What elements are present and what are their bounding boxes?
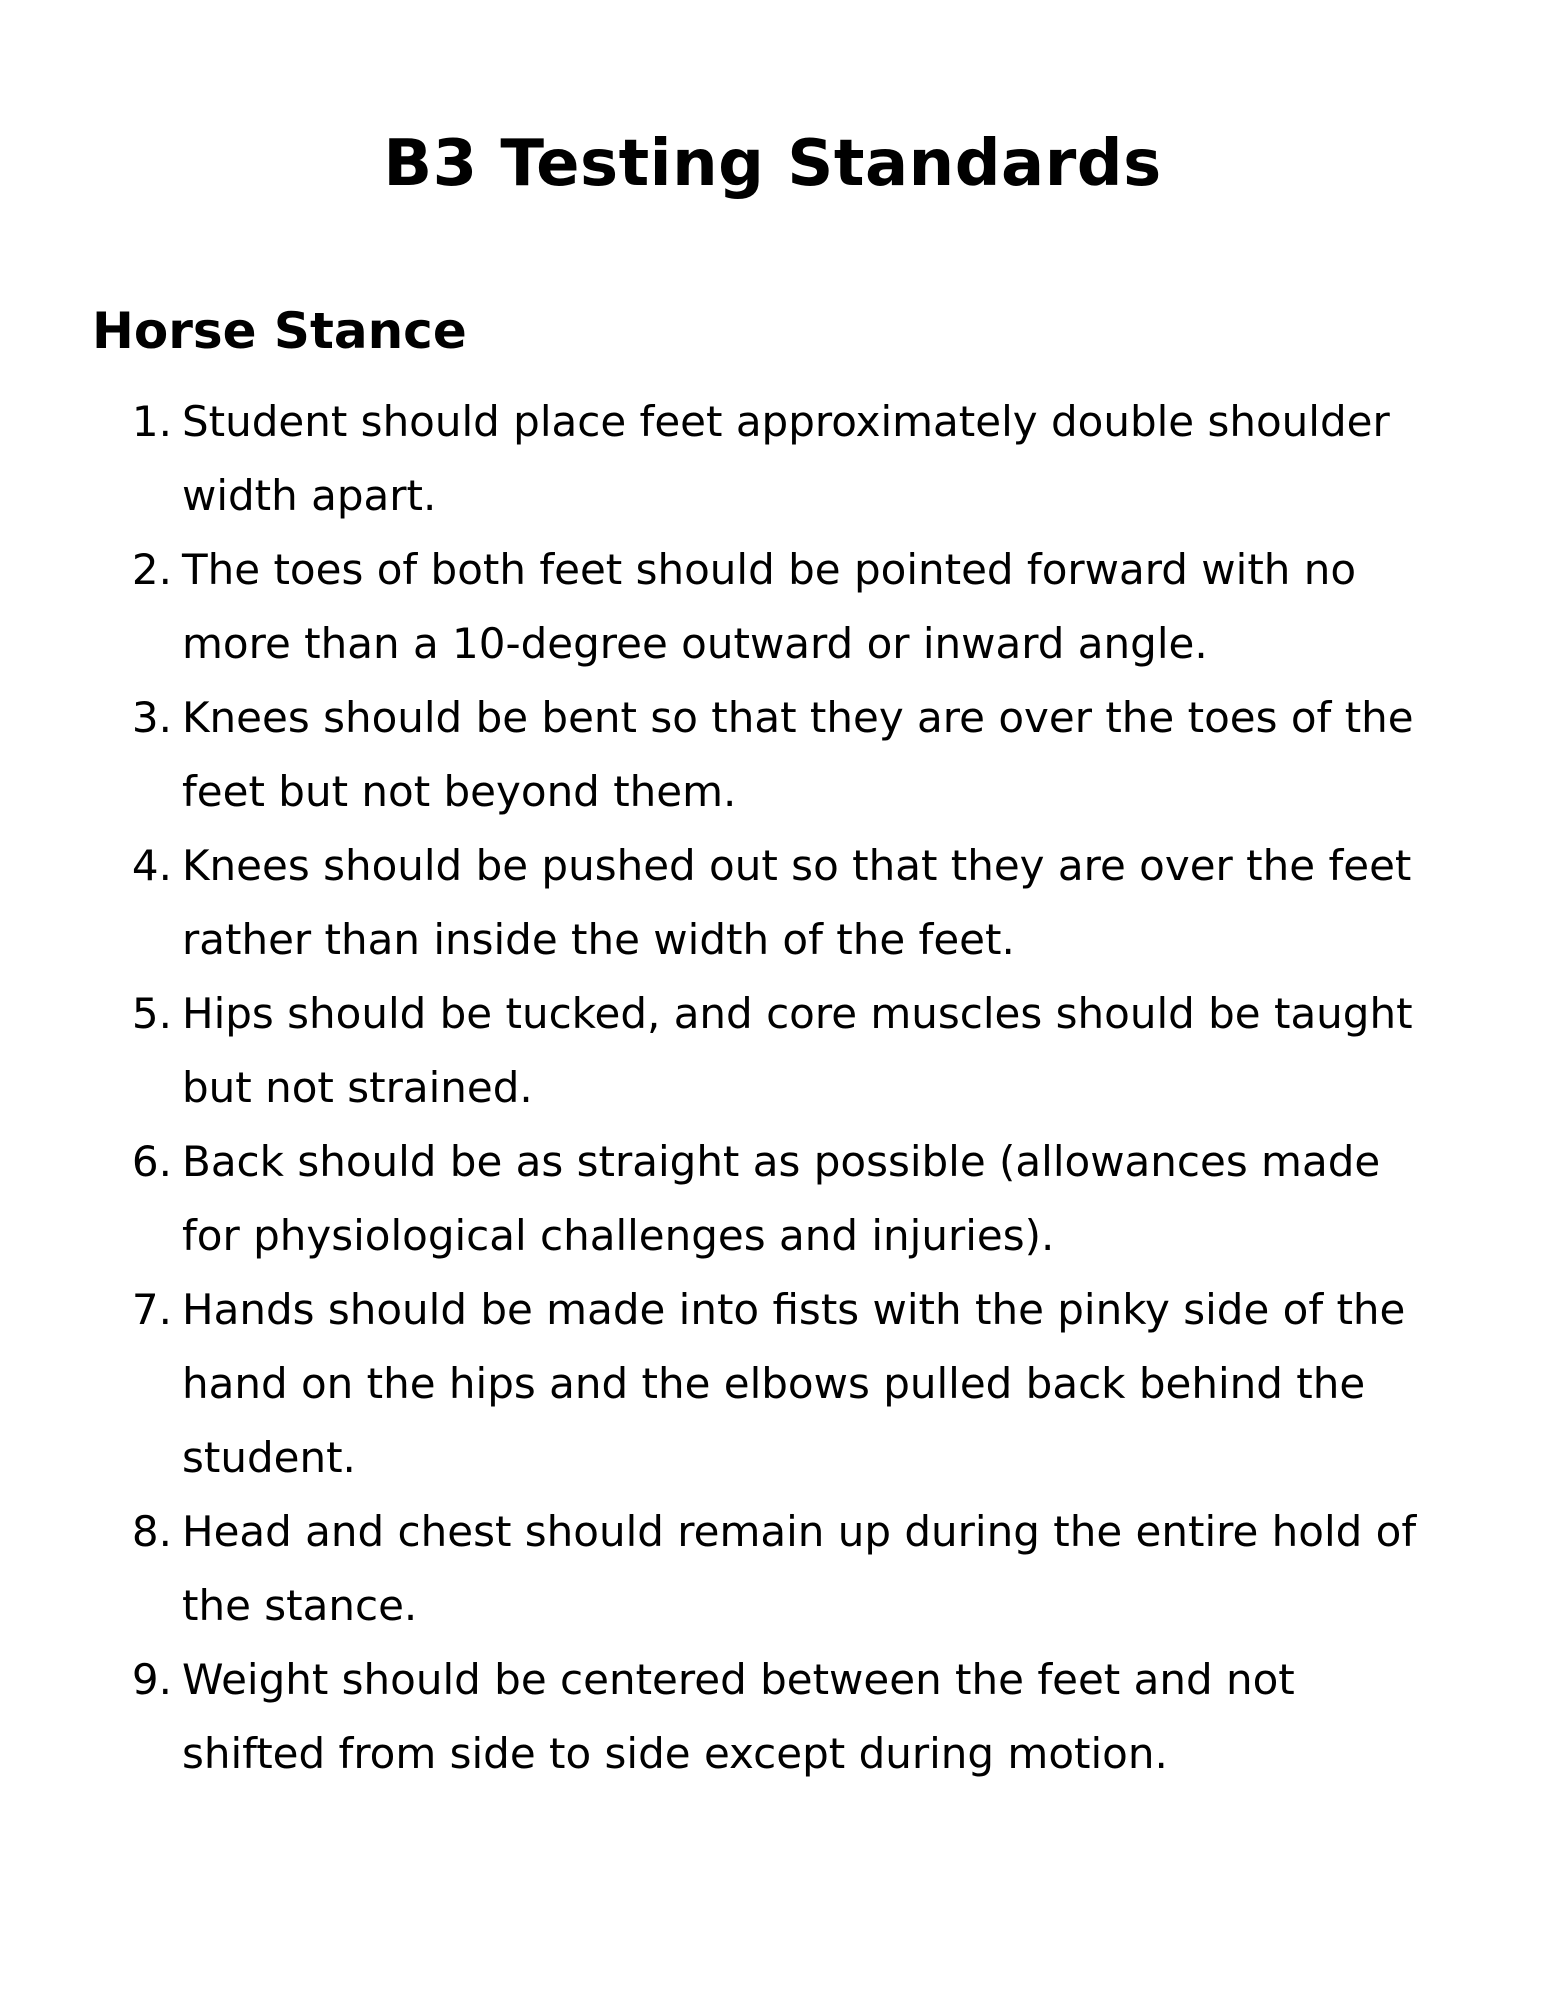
list-item-text: Knees should be pushed out so that they are over the feet rather than inside the width of the feet. (182, 841, 1412, 964)
list-item (0, 1643, 1545, 1791)
list-item-text: Head and chest should remain up during the entire hold of the stance. (182, 1507, 1417, 1630)
list-item (0, 533, 1545, 681)
section-heading: Horse Stance (92, 302, 467, 360)
list-item-number: 8. (131, 1507, 172, 1556)
list-item (0, 977, 1545, 1125)
list-item-text: Hips should be tucked, and core muscles should be taught but not strained. (182, 989, 1413, 1112)
list-item-number: 2. (131, 545, 172, 594)
list-item (0, 1125, 1545, 1273)
list-item-text: The toes of both feet should be pointed forward with no more than a 10-degree outward or inward angle. (182, 545, 1357, 668)
list-item-text: Hands should be made into fists with the pinky side of the hand on the hips and the elbows pulled back behind the student. (182, 1285, 1406, 1482)
list-item (0, 829, 1545, 977)
list-item-number: 4. (131, 841, 172, 890)
page-title: B3 Testing Standards (383, 127, 1162, 201)
list-item-number: 1. (131, 397, 172, 446)
steps-list (0, 385, 1545, 1791)
list-item-number: 3. (131, 693, 172, 742)
list-item-text: Student should place feet approximately double shoulder width apart. (182, 397, 1390, 520)
list-item (0, 385, 1545, 533)
list-item-number: 9. (131, 1655, 172, 1704)
list-item-number: 7. (131, 1285, 172, 1334)
list-item-text: Weight should be centered between the feet and not shifted from side to side except during motion. (182, 1655, 1295, 1778)
list-item-number: 5. (131, 989, 172, 1038)
list-item-number: 6. (131, 1137, 172, 1186)
list-item-text: Back should be as straight as possible (allowances made for physiological challenges and injuries). (182, 1137, 1381, 1260)
list-item (0, 681, 1545, 829)
list-item (0, 1495, 1545, 1643)
list-item-text: Knees should be bent so that they are over the toes of the feet but not beyond them. (182, 693, 1414, 816)
list-item (0, 1273, 1545, 1495)
